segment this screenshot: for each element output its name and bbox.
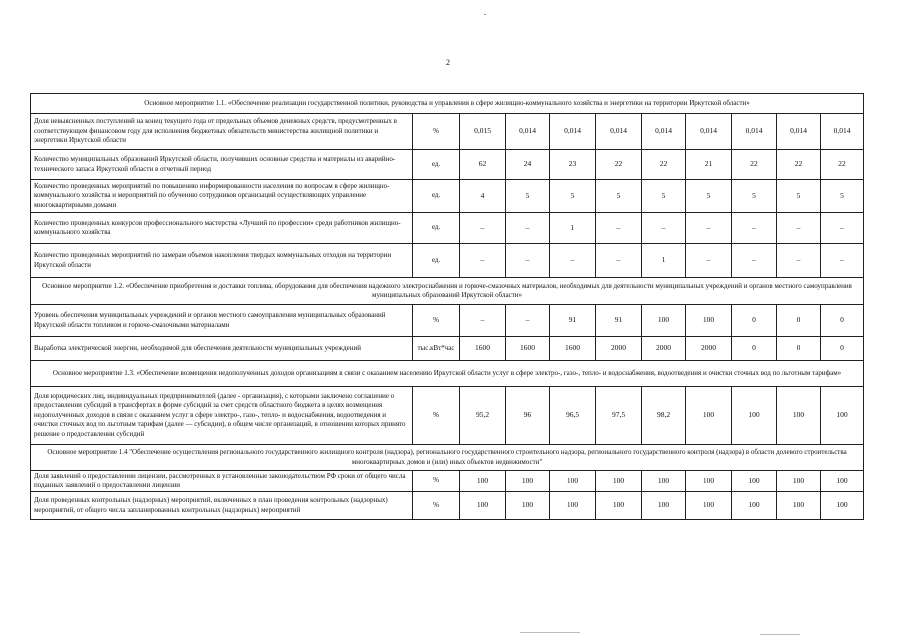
- value-cell: –: [506, 244, 550, 278]
- value-cell: 1600: [460, 337, 506, 361]
- indicator-description: Доля юридических лиц, индивидуальных предпринимателей (далее - организация), с которыми заключено соглашение о предоставлении субсидий в трансфертах в форме субсидий за счет средств областного бюджета в целях возмещения недополученных доходов в связи с оказанием услуг в сфере электро-, газо-, тепло- и водоснабжения, водоотведения и очистки сточных вод по льготным тарифам (далее — субсидии), в общем числе организаций, в отношении которых принято решение о предоставлении субсидий: [31, 387, 413, 445]
- section-title: Основное мероприятие 1.2. «Обеспечение приобретения и доставки топлива, оборудования для обеспечения надежного электроснабжения и горюче-смазочных материалов, необходимых для деятельности муниципальных учреждений и органов местного самоуправления муниципальных образований Иркутской области»: [31, 278, 864, 305]
- section-title: Основное мероприятие 1.3. «Обеспечение возмещения недополученных доходов организациям в связи с оказанием населению Иркутской области услуг в сфере электро-, газо-, тепло- и водоснабжения, водоотведения и очистки сточных вод по льготным тарифам»: [31, 361, 864, 387]
- indicator-description: Доля заявлений о предоставлении лицензии, рассмотренных в установленные законодательством РФ сроки от общего числа поданных заявлений о предоставлении лицензии: [31, 471, 413, 492]
- indicator-description: Количество проведенных конкурсов профессионального мастерства «Лучший по профессии» среди работников жилищно-коммунального хозяйства: [31, 213, 413, 244]
- value-cell: 2000: [642, 337, 686, 361]
- unit-cell: ед.: [413, 213, 460, 244]
- value-cell: 100: [777, 492, 821, 520]
- scan-speck: [520, 632, 580, 633]
- value-cell: 4: [460, 180, 506, 213]
- value-cell: 100: [506, 492, 550, 520]
- value-cell: 21: [686, 150, 732, 180]
- value-cell: 100: [777, 471, 821, 492]
- value-cell: 0,014: [642, 114, 686, 150]
- value-cell: –: [596, 244, 642, 278]
- value-cell: 100: [642, 471, 686, 492]
- indicator-description: Уровень обеспечения муниципальных учреждений и органов местного самоуправления муниципальных образований Иркутской области топливом и горюче-смазочными материалами: [31, 305, 413, 337]
- section-header-row: [31, 278, 864, 305]
- value-cell: 1600: [506, 337, 550, 361]
- value-cell: 100: [732, 471, 777, 492]
- value-cell: 91: [550, 305, 596, 337]
- value-cell: 96,5: [550, 387, 596, 445]
- value-cell: 100: [642, 305, 686, 337]
- value-cell: 0,014: [777, 114, 821, 150]
- value-cell: –: [506, 213, 550, 244]
- value-cell: 100: [506, 471, 550, 492]
- unit-cell: %: [413, 471, 460, 492]
- indicator-description: Доля проведенных контрольных (надзорных) мероприятий, включенных в план проведения контрольных (надзорных) мероприятий, от общего числа запланированных контрольных (надзорных) мероприятий: [31, 492, 413, 520]
- value-cell: 0,014: [686, 114, 732, 150]
- unit-cell: ед.: [413, 150, 460, 180]
- value-cell: 0: [732, 337, 777, 361]
- value-cell: –: [642, 213, 686, 244]
- value-cell: 24: [506, 150, 550, 180]
- value-cell: 100: [821, 471, 864, 492]
- value-cell: 91: [596, 305, 642, 337]
- value-cell: –: [821, 213, 864, 244]
- value-cell: 100: [686, 492, 732, 520]
- value-cell: –: [777, 213, 821, 244]
- value-cell: 100: [550, 471, 596, 492]
- value-cell: –: [460, 305, 506, 337]
- table-row: [31, 150, 864, 180]
- value-cell: 100: [460, 471, 506, 492]
- table-row: [31, 492, 864, 520]
- value-cell: 100: [596, 471, 642, 492]
- value-cell: 1600: [550, 337, 596, 361]
- table-row: [31, 180, 864, 213]
- value-cell: 5: [821, 180, 864, 213]
- value-cell: 1: [550, 213, 596, 244]
- unit-cell: ед.: [413, 244, 460, 278]
- unit-cell: %: [413, 114, 460, 150]
- table-row: [31, 337, 864, 361]
- value-cell: 22: [642, 150, 686, 180]
- value-cell: 98,2: [642, 387, 686, 445]
- value-cell: –: [686, 244, 732, 278]
- indicators-table: [30, 93, 864, 520]
- value-cell: 100: [550, 492, 596, 520]
- value-cell: 100: [821, 387, 864, 445]
- table-row: [31, 305, 864, 337]
- value-cell: 5: [686, 180, 732, 213]
- value-cell: –: [506, 305, 550, 337]
- value-cell: 5: [732, 180, 777, 213]
- value-cell: 0,014: [732, 114, 777, 150]
- value-cell: –: [460, 213, 506, 244]
- value-cell: 100: [596, 492, 642, 520]
- value-cell: 5: [550, 180, 596, 213]
- unit-cell: %: [413, 492, 460, 520]
- value-cell: 0: [777, 337, 821, 361]
- page-number: 2: [446, 58, 450, 67]
- value-cell: 100: [460, 492, 506, 520]
- value-cell: 0,015: [460, 114, 506, 150]
- value-cell: –: [550, 244, 596, 278]
- indicator-description: Количество муниципальных образований Иркутской области, получивших основные средства и материалы из аварийно-технического запаса Иркутской области в отчетный период: [31, 150, 413, 180]
- value-cell: –: [686, 213, 732, 244]
- unit-cell: %: [413, 305, 460, 337]
- table-row: [31, 387, 864, 445]
- section-title: Основное мероприятие 1.1. «Обеспечение реализации государственной политики, руководства и управления в сфере жилищно-коммунального хозяйства и энергетики на территории Иркутской области»: [31, 94, 864, 114]
- unit-cell: %: [413, 387, 460, 445]
- unit-cell: ед.: [413, 180, 460, 213]
- value-cell: 100: [732, 387, 777, 445]
- value-cell: 62: [460, 150, 506, 180]
- value-cell: 100: [686, 471, 732, 492]
- section-header-row: [31, 445, 864, 471]
- value-cell: 22: [821, 150, 864, 180]
- value-cell: 22: [732, 150, 777, 180]
- value-cell: 0,014: [550, 114, 596, 150]
- value-cell: –: [460, 244, 506, 278]
- value-cell: 100: [686, 305, 732, 337]
- table-row: [31, 471, 864, 492]
- value-cell: 96: [506, 387, 550, 445]
- value-cell: 100: [686, 387, 732, 445]
- indicator-description: Доля невыясненных поступлений на конец текущего года от предельных объемов денежных средств, предусмотренных в соответствующем финансовом году для исполнения бюджетных обязательств министерства жилищной политики и энергетики Иркутской области: [31, 114, 413, 150]
- value-cell: –: [777, 244, 821, 278]
- value-cell: 22: [777, 150, 821, 180]
- section-header-row: [31, 361, 864, 387]
- value-cell: 100: [732, 492, 777, 520]
- value-cell: –: [732, 244, 777, 278]
- scan-speck: [760, 634, 800, 635]
- value-cell: –: [732, 213, 777, 244]
- value-cell: 5: [777, 180, 821, 213]
- value-cell: 0,014: [506, 114, 550, 150]
- value-cell: 100: [642, 492, 686, 520]
- scan-speck: [484, 14, 486, 15]
- indicator-description: Выработка электрической энергии, необходимой для обеспечения деятельности муниципальных учреждений: [31, 337, 413, 361]
- value-cell: 0: [821, 337, 864, 361]
- table-row: [31, 213, 864, 244]
- table-row: [31, 244, 864, 278]
- indicator-description: Количество проведенных мероприятий по повышению информированности населения по вопросам в сфере жилищно-коммунального хозяйства и мероприятий по обучению сотрудников организаций осуществляющих управление многоквартирными домами: [31, 180, 413, 213]
- value-cell: 0,014: [596, 114, 642, 150]
- value-cell: 100: [821, 492, 864, 520]
- indicator-description: Количество проведенных мероприятий по замерам объемов накопления твердых коммунальных отходов на территории Иркутской области: [31, 244, 413, 278]
- unit-cell: тыс.кВт*час: [413, 337, 460, 361]
- section-title: Основное мероприятие 1.4 "Обеспечение осуществления регионального государственного жилищного контроля (надзора), регионального государственного строительного надзора, регионального государственного контроля (надзора) в области долевого строительства многоквартирных домов и (или) иных объектов недвижимости": [31, 445, 864, 471]
- value-cell: –: [596, 213, 642, 244]
- value-cell: 0: [777, 305, 821, 337]
- value-cell: 0,014: [821, 114, 864, 150]
- value-cell: 23: [550, 150, 596, 180]
- value-cell: 95,2: [460, 387, 506, 445]
- value-cell: 0: [821, 305, 864, 337]
- value-cell: 0: [732, 305, 777, 337]
- value-cell: 1: [642, 244, 686, 278]
- value-cell: 2000: [686, 337, 732, 361]
- value-cell: 2000: [596, 337, 642, 361]
- value-cell: 22: [596, 150, 642, 180]
- section-header-row: [31, 94, 864, 114]
- value-cell: 5: [506, 180, 550, 213]
- value-cell: 5: [596, 180, 642, 213]
- value-cell: 5: [642, 180, 686, 213]
- value-cell: 100: [777, 387, 821, 445]
- value-cell: –: [821, 244, 864, 278]
- value-cell: 97,5: [596, 387, 642, 445]
- table-row: [31, 114, 864, 150]
